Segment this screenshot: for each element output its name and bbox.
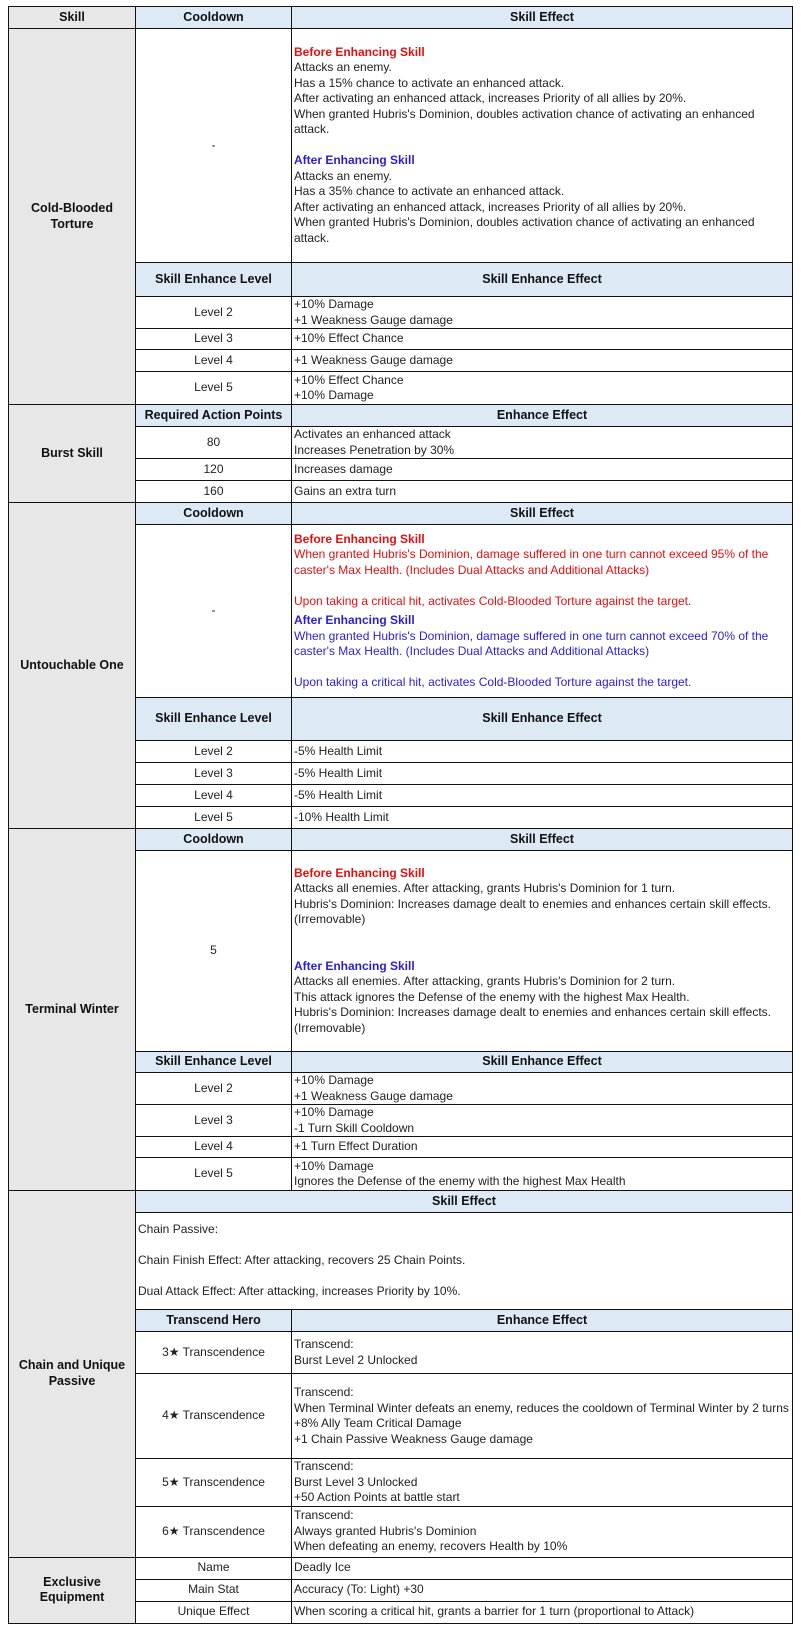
before-enhancing-title: Before Enhancing Skill xyxy=(294,44,425,59)
transcend-tier: 4★ Transcendence xyxy=(136,1374,292,1459)
enhance-level: Level 2 xyxy=(136,741,292,763)
equipment-label: Unique Effect xyxy=(136,1601,292,1623)
enhance-level: Level 5 xyxy=(136,807,292,829)
skill-effect-cell xyxy=(292,851,793,1052)
transcend-tier: 5★ Transcendence xyxy=(136,1459,292,1507)
enhance-level: Level 5 xyxy=(136,1158,292,1191)
effect-line: After activating an enhanced attack, increases Priority of all allies by 20%. xyxy=(294,91,687,106)
cooldown-header: Cooldown xyxy=(136,503,292,525)
effect-line: Hubris's Dominion: Increases damage dealt to enemies and enhances certain skill effects. (Irremovable) xyxy=(294,896,771,927)
transcend-effect: Transcend: Burst Level 2 Unlocked xyxy=(292,1332,793,1374)
effect-line: Attacks an enemy. xyxy=(294,60,392,75)
transcend-tier: 3★ Transcendence xyxy=(136,1332,292,1374)
effect-line: When granted Hubris's Dominion, doubles activation chance of activating an enhanced attack. xyxy=(294,215,755,245)
enhance-effect: +10% Effect Chance +10% Damage xyxy=(292,372,793,405)
transcend-effect: Transcend: Burst Level 3 Unlocked +50 Action Points at battle start xyxy=(292,1459,793,1507)
after-enhancing-title: After Enhancing Skill xyxy=(294,153,415,168)
header-skill-effect: Skill Effect xyxy=(292,7,793,29)
enhance-level: Level 5 xyxy=(136,372,292,405)
enhance-level: Level 4 xyxy=(136,785,292,807)
enhance-effect-header: Skill Enhance Effect xyxy=(292,1052,793,1073)
enhance-effect: -5% Health Limit xyxy=(292,741,793,763)
action-points: 160 xyxy=(136,481,292,503)
enhance-level: Level 3 xyxy=(136,763,292,785)
after-enhancing-title: After Enhancing Skill xyxy=(294,958,415,973)
effect-line: This attack ignores the Defense of the enemy with the highest Max Health. xyxy=(294,989,690,1004)
skill-name-chain-unique-passive: Chain and Unique Passive xyxy=(9,1191,136,1558)
enhance-effect: +1 Weakness Gauge damage xyxy=(292,350,793,372)
enhance-level: Level 3 xyxy=(136,329,292,350)
enhance-level: Level 2 xyxy=(136,1073,292,1105)
equipment-label: Main Stat xyxy=(136,1579,292,1601)
chain-effect-cell xyxy=(136,1213,793,1310)
skill-effect-header: Skill Effect xyxy=(136,1191,793,1213)
equipment-value: Deadly Ice xyxy=(292,1557,793,1579)
skill-effect-cell xyxy=(292,29,793,263)
enhance-effect: +10% Damage +1 Weakness Gauge damage xyxy=(292,1073,793,1105)
enhance-effect: +1 Turn Effect Duration xyxy=(292,1137,793,1158)
enhance-effect-header: Skill Enhance Effect xyxy=(292,698,793,741)
skill-name-untouchable-one: Untouchable One xyxy=(9,503,136,829)
burst-effect: Activates an enhanced attack Increases Penetration by 30% xyxy=(292,427,793,459)
skill-name-cold-blooded-torture: Cold-Blooded Torture xyxy=(9,29,136,405)
enhance-effect: +10% Damage +1 Weakness Gauge damage xyxy=(292,297,793,329)
enhance-level: Level 2 xyxy=(136,297,292,329)
action-points: 80 xyxy=(136,427,292,459)
enhance-effect: +10% Damage Ignores the Defense of the enemy with the highest Max Health xyxy=(292,1158,793,1191)
enhance-effect: -5% Health Limit xyxy=(292,785,793,807)
effect-line: Chain Passive: xyxy=(138,1222,219,1237)
effect-line: After activating an enhanced attack, increases Priority of all allies by 20%. xyxy=(294,199,687,214)
enhance-level: Level 4 xyxy=(136,1137,292,1158)
before-enhancing-title: Before Enhancing Skill xyxy=(294,865,425,880)
transcend-effect: Transcend: When Terminal Winter defeats an enemy, reduces the cooldown of Terminal Winter by 2 turns +8% Ally Team Critical Damage +1 Chain Passive Weakness Gauge damage xyxy=(292,1374,793,1459)
enhance-effect: +10% Damage -1 Turn Skill Cooldown xyxy=(292,1105,793,1137)
effect-line: Attacks all enemies. After attacking, grants Hubris's Dominion for 2 turn. xyxy=(294,974,676,989)
effect-line: Attacks an enemy. xyxy=(294,168,392,183)
skill-name-burst-skill: Burst Skill xyxy=(9,405,136,503)
effect-line: Hubris's Dominion: Increases damage dealt to enemies and enhances certain skill effects. (Irremovable) xyxy=(294,1005,771,1035)
enhance-effect-header: Enhance Effect xyxy=(292,1310,793,1332)
equipment-value: When scoring a critical hit, grants a barrier for 1 turn (proportional to Attack) xyxy=(292,1601,793,1623)
skill-name-terminal-winter: Terminal Winter xyxy=(9,829,136,1191)
enhance-level: Level 3 xyxy=(136,1105,292,1137)
cooldown-value: - xyxy=(136,29,292,263)
enhance-level-header: Skill Enhance Level xyxy=(136,263,292,297)
enhance-level: Level 4 xyxy=(136,350,292,372)
effect-line: Upon taking a critical hit, activates Cold-Blooded Torture against the target. xyxy=(294,593,692,608)
before-enhancing-title: Before Enhancing Skill xyxy=(294,531,425,546)
equipment-label: Name xyxy=(136,1557,292,1579)
equipment-value: Accuracy (To: Light) +30 xyxy=(292,1579,793,1601)
effect-line: When granted Hubris's Dominion, damage suffered in one turn cannot exceed 70% of the caster's Max Health. (Includes Dual Attacks and Additional Attacks) xyxy=(294,628,769,658)
transcend-tier: 6★ Transcendence xyxy=(136,1506,292,1557)
skill-table xyxy=(8,6,793,1624)
effect-line: Attacks all enemies. After attacking, grants Hubris's Dominion for 1 turn. xyxy=(294,881,676,896)
header-cooldown: Cooldown xyxy=(136,7,292,29)
enhance-level-header: Skill Enhance Level xyxy=(136,1052,292,1073)
cooldown-value: - xyxy=(136,525,292,698)
skill-effect-cell xyxy=(292,525,793,698)
skill-name-exclusive-equipment: Exclusive Equipment xyxy=(9,1557,136,1623)
effect-line: Has a 35% chance to activate an enhanced attack. xyxy=(294,184,565,199)
enhance-effect: +10% Effect Chance xyxy=(292,329,793,350)
after-enhancing-title: After Enhancing Skill xyxy=(294,613,415,627)
enhance-effect-header: Skill Enhance Effect xyxy=(292,263,793,297)
enhance-effect-header: Enhance Effect xyxy=(292,405,793,427)
cooldown-header: Cooldown xyxy=(136,829,292,851)
effect-line: When granted Hubris's Dominion, damage suffered in one turn cannot exceed 95% of the caster's Max Health. (Includes Dual Attacks and Additional Attacks) xyxy=(294,547,769,577)
enhance-effect: -10% Health Limit xyxy=(292,807,793,829)
transcend-effect: Transcend: Always granted Hubris's Dominion When defeating an enemy, recovers Health by 10% xyxy=(292,1506,793,1557)
burst-effect: Gains an extra turn xyxy=(292,481,793,503)
burst-effect: Increases damage xyxy=(292,459,793,481)
required-action-points-header: Required Action Points xyxy=(136,405,292,427)
enhance-effect: -5% Health Limit xyxy=(292,763,793,785)
effect-line: When granted Hubris's Dominion, doubles activation chance of activating an enhanced attack. xyxy=(294,106,755,137)
effect-line: Has a 15% chance to activate an enhanced attack. xyxy=(294,75,565,90)
cooldown-value: 5 xyxy=(136,851,292,1052)
action-points: 120 xyxy=(136,459,292,481)
effect-line: Upon taking a critical hit, activates Cold-Blooded Torture against the target. xyxy=(294,675,692,689)
header-skill: Skill xyxy=(9,7,136,29)
effect-line: Dual Attack Effect: After attacking, increases Priority by 10%. xyxy=(138,1284,461,1299)
skill-effect-header: Skill Effect xyxy=(292,829,793,851)
enhance-level-header: Skill Enhance Level xyxy=(136,698,292,741)
skill-effect-header: Skill Effect xyxy=(292,503,793,525)
transcend-hero-header: Transcend Hero xyxy=(136,1310,292,1332)
effect-line: Chain Finish Effect: After attacking, recovers 25 Chain Points. xyxy=(138,1253,466,1268)
